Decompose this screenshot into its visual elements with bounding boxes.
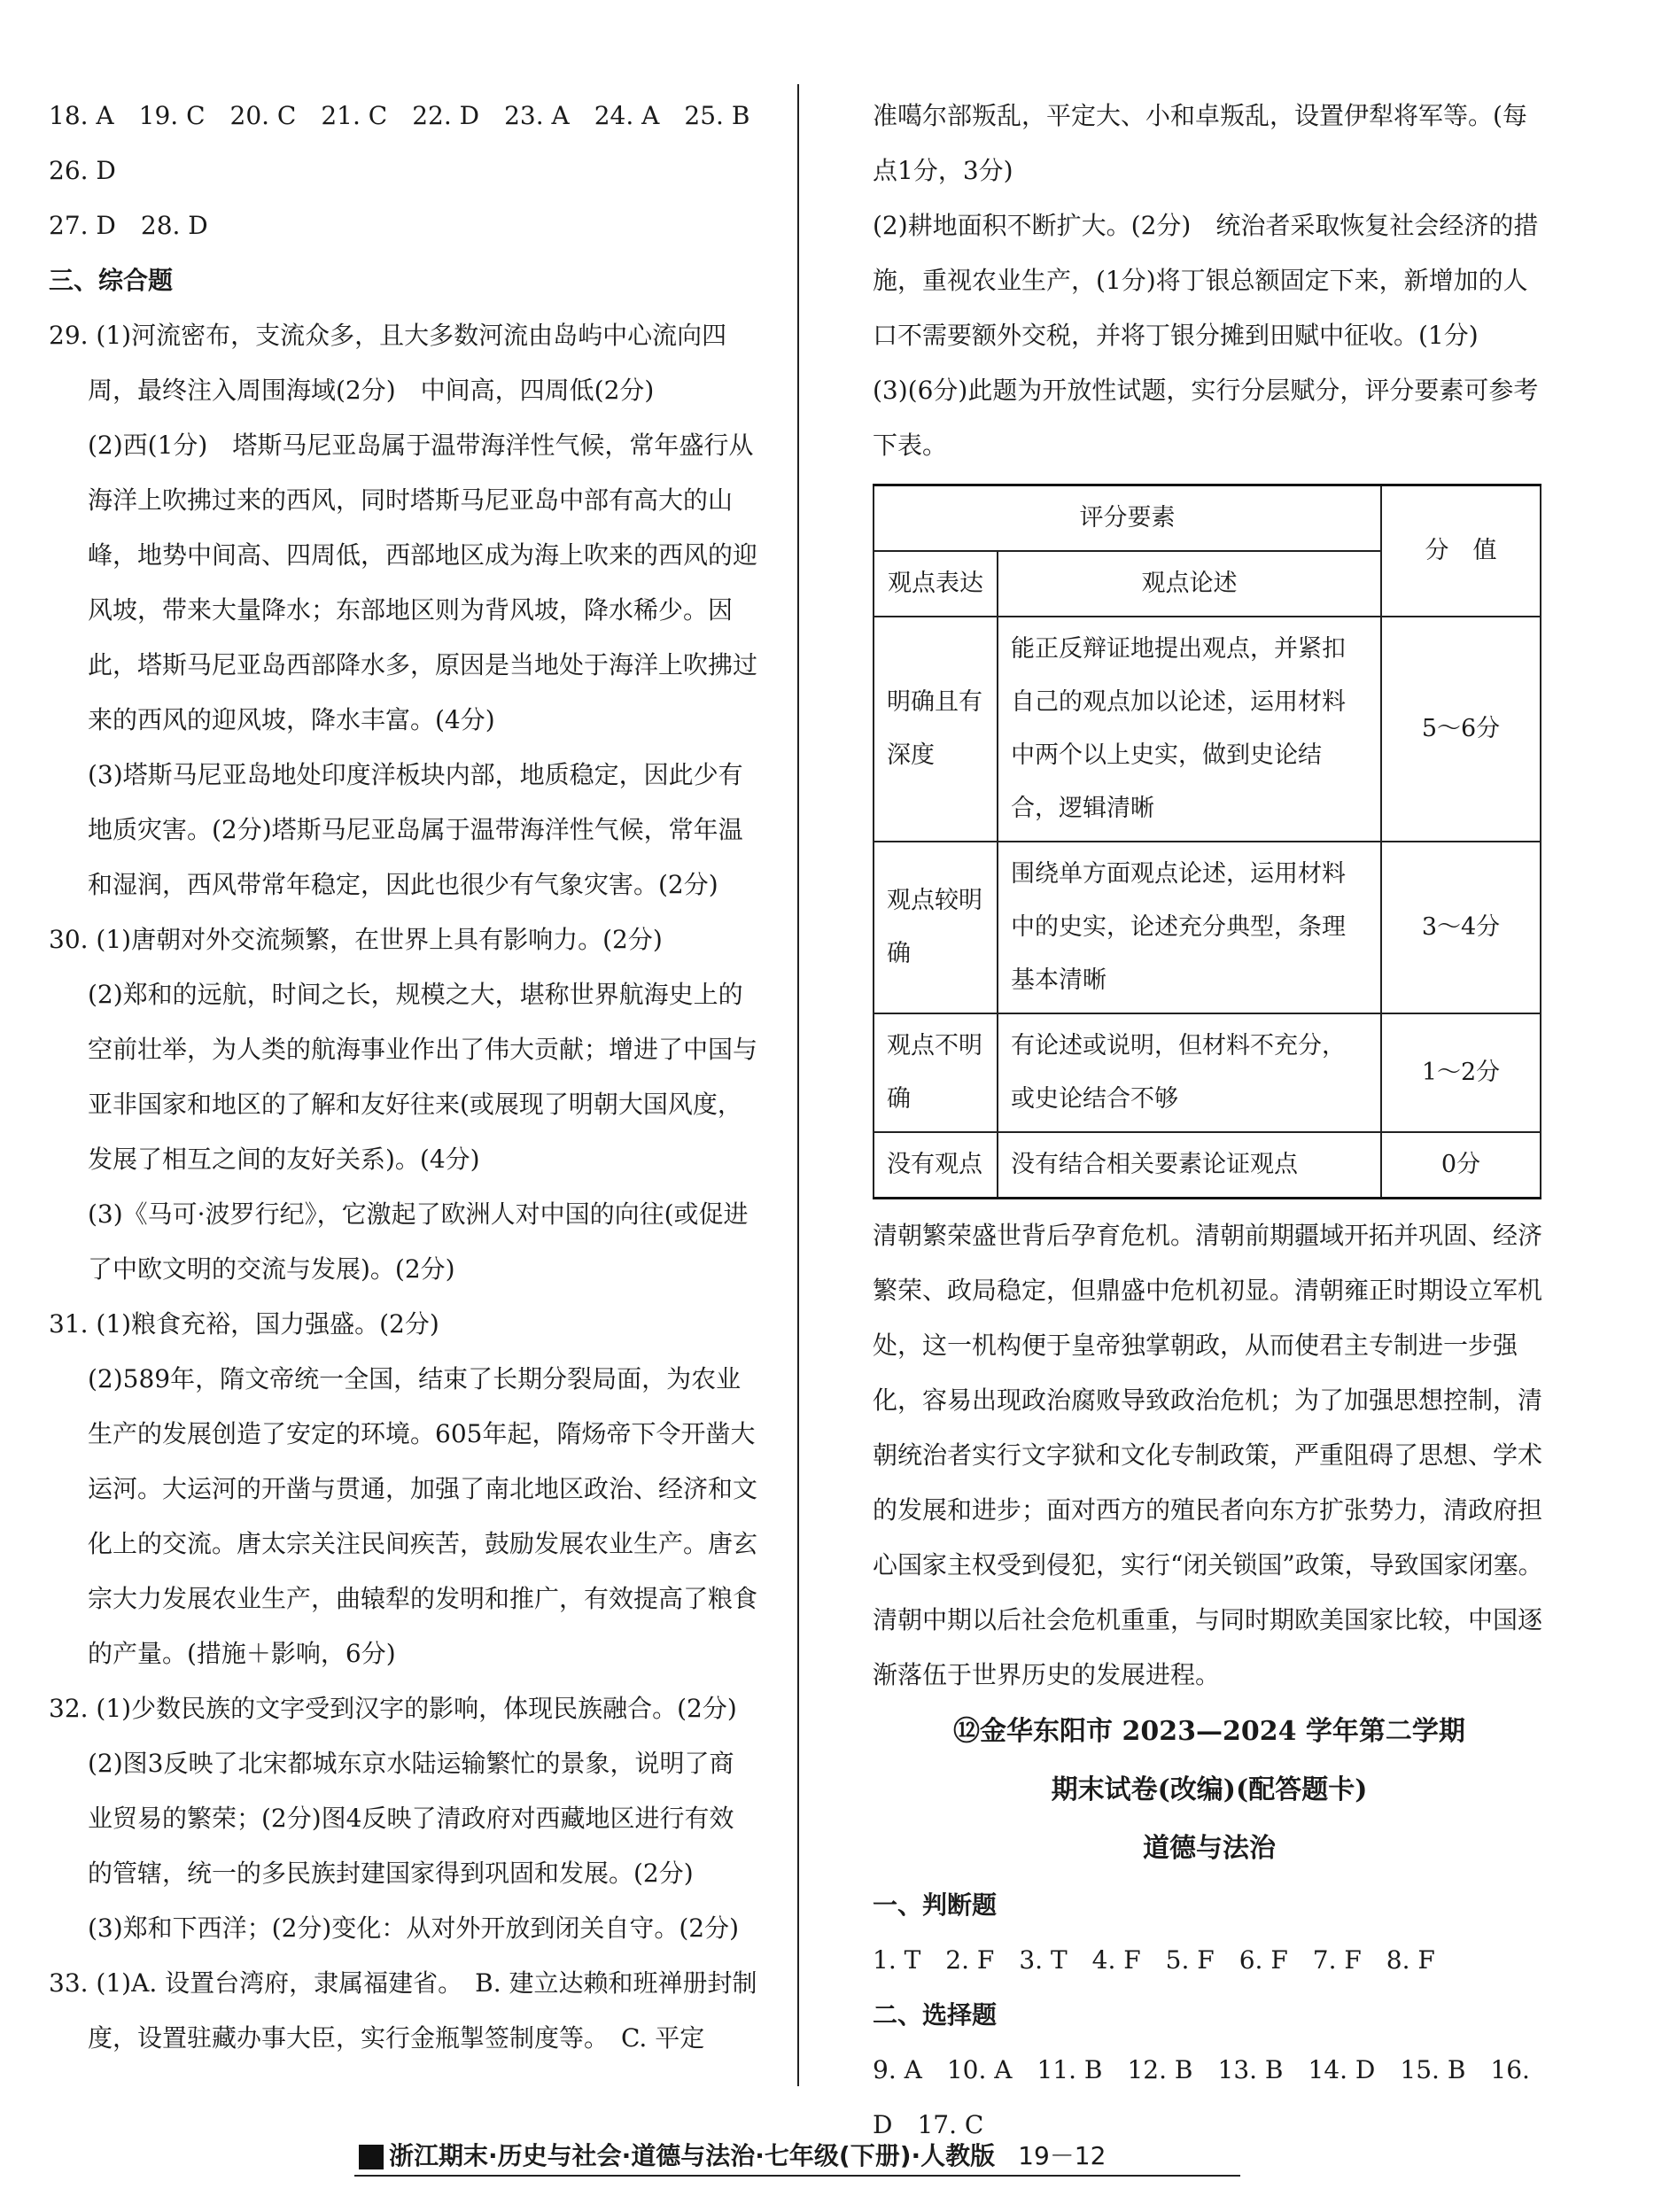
table-cell-viewpoint: 明确且有深度 <box>874 617 998 842</box>
table-cell-viewpoint: 没有观点 <box>874 1132 998 1199</box>
table-cell-argument: 没有结合相关要素论证观点 <box>998 1132 1381 1199</box>
table-row <box>874 617 1541 842</box>
exam-subject: 道德与法治 <box>1143 1833 1276 1864</box>
table-row <box>874 842 1541 1013</box>
true-false-answers: 1. T 2. F 3. T 4. F 5. F 6. F 7. F 8. F <box>873 1945 1435 1975</box>
q32-part3: (3)郑和下西洋；(2分)变化：从对外开放到闭关自守。(2分) <box>88 1913 739 1943</box>
q33-part1: 33. (1)A. 设置台湾府，隶属福建省。 B. 建立达赖和班禅册封制度，设置驻藏办事大臣，实行金瓶掣签制度等。 C. 平定 <box>49 1968 757 2053</box>
mc-answers-line2: 27. D 28. D <box>49 211 208 240</box>
table-cell-viewpoint: 观点较明确 <box>874 842 998 1013</box>
footer-text: 浙江期末·历史与社会·道德与法治·七年级(下册)·人教版 <box>389 2141 996 2170</box>
q31-part2: (2)589年，隋文帝统一全国，结束了长期分裂局面，为农业生产的发展创造了安定的环境。605年起，隋炀帝下令开凿大运河。大运河的开凿与贯通，加强了南北地区政治、经济和文化上的交流。唐太宗关注民间疾苦，鼓励发展农业生产。唐玄宗大力发展农业生产，曲辕犁的发明和推广，有效提高了粮食的产量。(措施＋影响，6分) <box>88 1364 758 1668</box>
column-divider <box>797 84 799 2086</box>
section-heading-choice: 二、选择题 <box>873 2000 998 2030</box>
q31-part1: 31. (1)粮食充裕，国力强盛。(2分) <box>49 1309 439 1339</box>
right-column <box>873 89 1546 2153</box>
q29-part1: 29. (1)河流密布，支流众多，且大多数河流由岛屿中心流向四周，最终注入周围海域(2分) 中间高，四周低(2分) <box>49 321 727 405</box>
q30-part1: 30. (1)唐朝对外交流频繁，在世界上具有影响力。(2分) <box>49 925 663 954</box>
scoring-table <box>873 484 1541 1199</box>
q32-part2: (2)图3反映了北宋都城东京水陆运输繁忙的景象，说明了商业贸易的繁荣；(2分)图4反映了清政府对西藏地区进行有效的管辖，统一的多民族封建国家得到巩固和发展。(2分) <box>88 1749 734 1888</box>
q29-part3: (3)塔斯马尼亚岛地处印度洋板块内部，地质稳定，因此少有地质灾害。(2分)塔斯马尼亚岛属于温带海洋性气候，常年温和湿润，西风带常年稳定，因此也很少有气象灾害。(2分) <box>88 760 743 899</box>
exam-title-line2: 期末试卷(改编)(配答题卡) <box>1051 1774 1368 1805</box>
table-header-viewpoint: 观点表达 <box>874 551 998 617</box>
choice-answers: 9. A 10. A 11. B 12. B 13. B 14. D 15. B 16. D 17. C <box>873 2055 1530 2139</box>
table-cell-score: 3～4分 <box>1381 842 1541 1013</box>
table-header-argument: 观点论述 <box>998 551 1381 617</box>
q30-part2: (2)郑和的远航，时间之长，规模之大，堪称世界航海史上的空前壮举，为人类的航海事业作出了伟大贡献；增进了中国与亚非国家和地区的了解和友好往来(或展现了明朝大国风度，发展了相互之间的友好关系)。(4分) <box>88 980 758 1174</box>
table-row <box>874 1132 1541 1199</box>
table-header-group: 评分要素 <box>874 485 1381 552</box>
table-cell-argument: 能正反辩证地提出观点，并紧扣自己的观点加以论述，运用材料中两个以上史实，做到史论结合，逻辑清晰 <box>998 617 1381 842</box>
table-cell-argument: 有论述或说明，但材料不充分，或史论结合不够 <box>998 1013 1381 1132</box>
page-footer <box>359 2137 1106 2172</box>
q32-part1: 32. (1)少数民族的文字受到汉字的影响，体现民族融合。(2分) <box>49 1694 737 1723</box>
table-cell-viewpoint: 观点不明确 <box>874 1013 998 1132</box>
section-heading-comprehensive: 三、综合题 <box>49 266 174 295</box>
page-number: 19－12 <box>1018 2141 1107 2170</box>
section-heading-true-false: 一、判断题 <box>873 1890 998 1920</box>
table-cell-score: 1～2分 <box>1381 1013 1541 1132</box>
table-cell-score: 0分 <box>1381 1132 1541 1199</box>
q30-part3: (3)《马可·波罗行纪》，它激起了欧洲人对中国的向往(或促进了中欧文明的交流与发展)。(2分) <box>88 1199 749 1284</box>
table-row <box>874 1013 1541 1132</box>
footer-square-icon <box>359 2145 384 2169</box>
q29-part2: (2)西(1分) 塔斯马尼亚岛属于温带海洋性气候，常年盛行从海洋上吹拂过来的西风，同时塔斯马尼亚岛中部有高大的山峰，地势中间高、四周低，西部地区成为海上吹来的西风的迎风坡，带来大量降水；东部地区则为背风坡，降水稀少。因此，塔斯马尼亚岛西部降水多，原因是当地处于海洋上吹拂过来的西风的迎风坡，降水丰富。(4分) <box>88 431 758 734</box>
q33-part3: (3)(6分)此题为开放性试题，实行分层赋分，评分要素可参考下表。 <box>873 376 1539 460</box>
q33-part1-continued: 准噶尔部叛乱，平定大、小和卓叛乱，设置伊犁将军等。(每点1分，3分) <box>873 101 1527 185</box>
table-cell-score: 5～6分 <box>1381 617 1541 842</box>
table-header-score: 分 值 <box>1381 485 1541 617</box>
footer-rule <box>354 2175 1240 2177</box>
q33-part2: (2)耕地面积不断扩大。(2分) 统治者采取恢复社会经济的措施，重视农业生产，(1分)将丁银总额固定下来，新增加的人口不需要额外交税，并将丁银分摊到田赋中征收。(1分) <box>873 211 1539 350</box>
left-column <box>49 89 775 2066</box>
table-cell-argument: 围绕单方面观点论述，运用材料中的史实，论述充分典型，条理基本清晰 <box>998 842 1381 1013</box>
essay-example: 清朝繁荣盛世背后孕育危机。清朝前期疆域开拓并巩固、经济繁荣、政局稳定，但鼎盛中危机初显。清朝雍正时期设立军机处，这一机构便于皇帝独掌朝政，从而使君主专制进一步强化，容易出现政治腐败导致政治危机；为了加强思想控制，清朝统治者实行文字狱和文化专制政策，严重阻碍了思想、学术的发展和进步；面对西方的殖民者向东方扩张势力，清政府担心国家主权受到侵犯，实行“闭关锁国”政策，导致国家闭塞。清朝中期以后社会危机重重，与同时期欧美国家比较，中国逐渐落伍于世界历史的发展进程。 <box>873 1221 1543 1689</box>
mc-answers-line1: 18. A 19. C 20. C 21. C 22. D 23. A 24. A 25. B 26. D <box>49 101 775 185</box>
exam-title-line1: ⑫金华东阳市 2023—2024 学年第二学期 <box>953 1716 1465 1747</box>
